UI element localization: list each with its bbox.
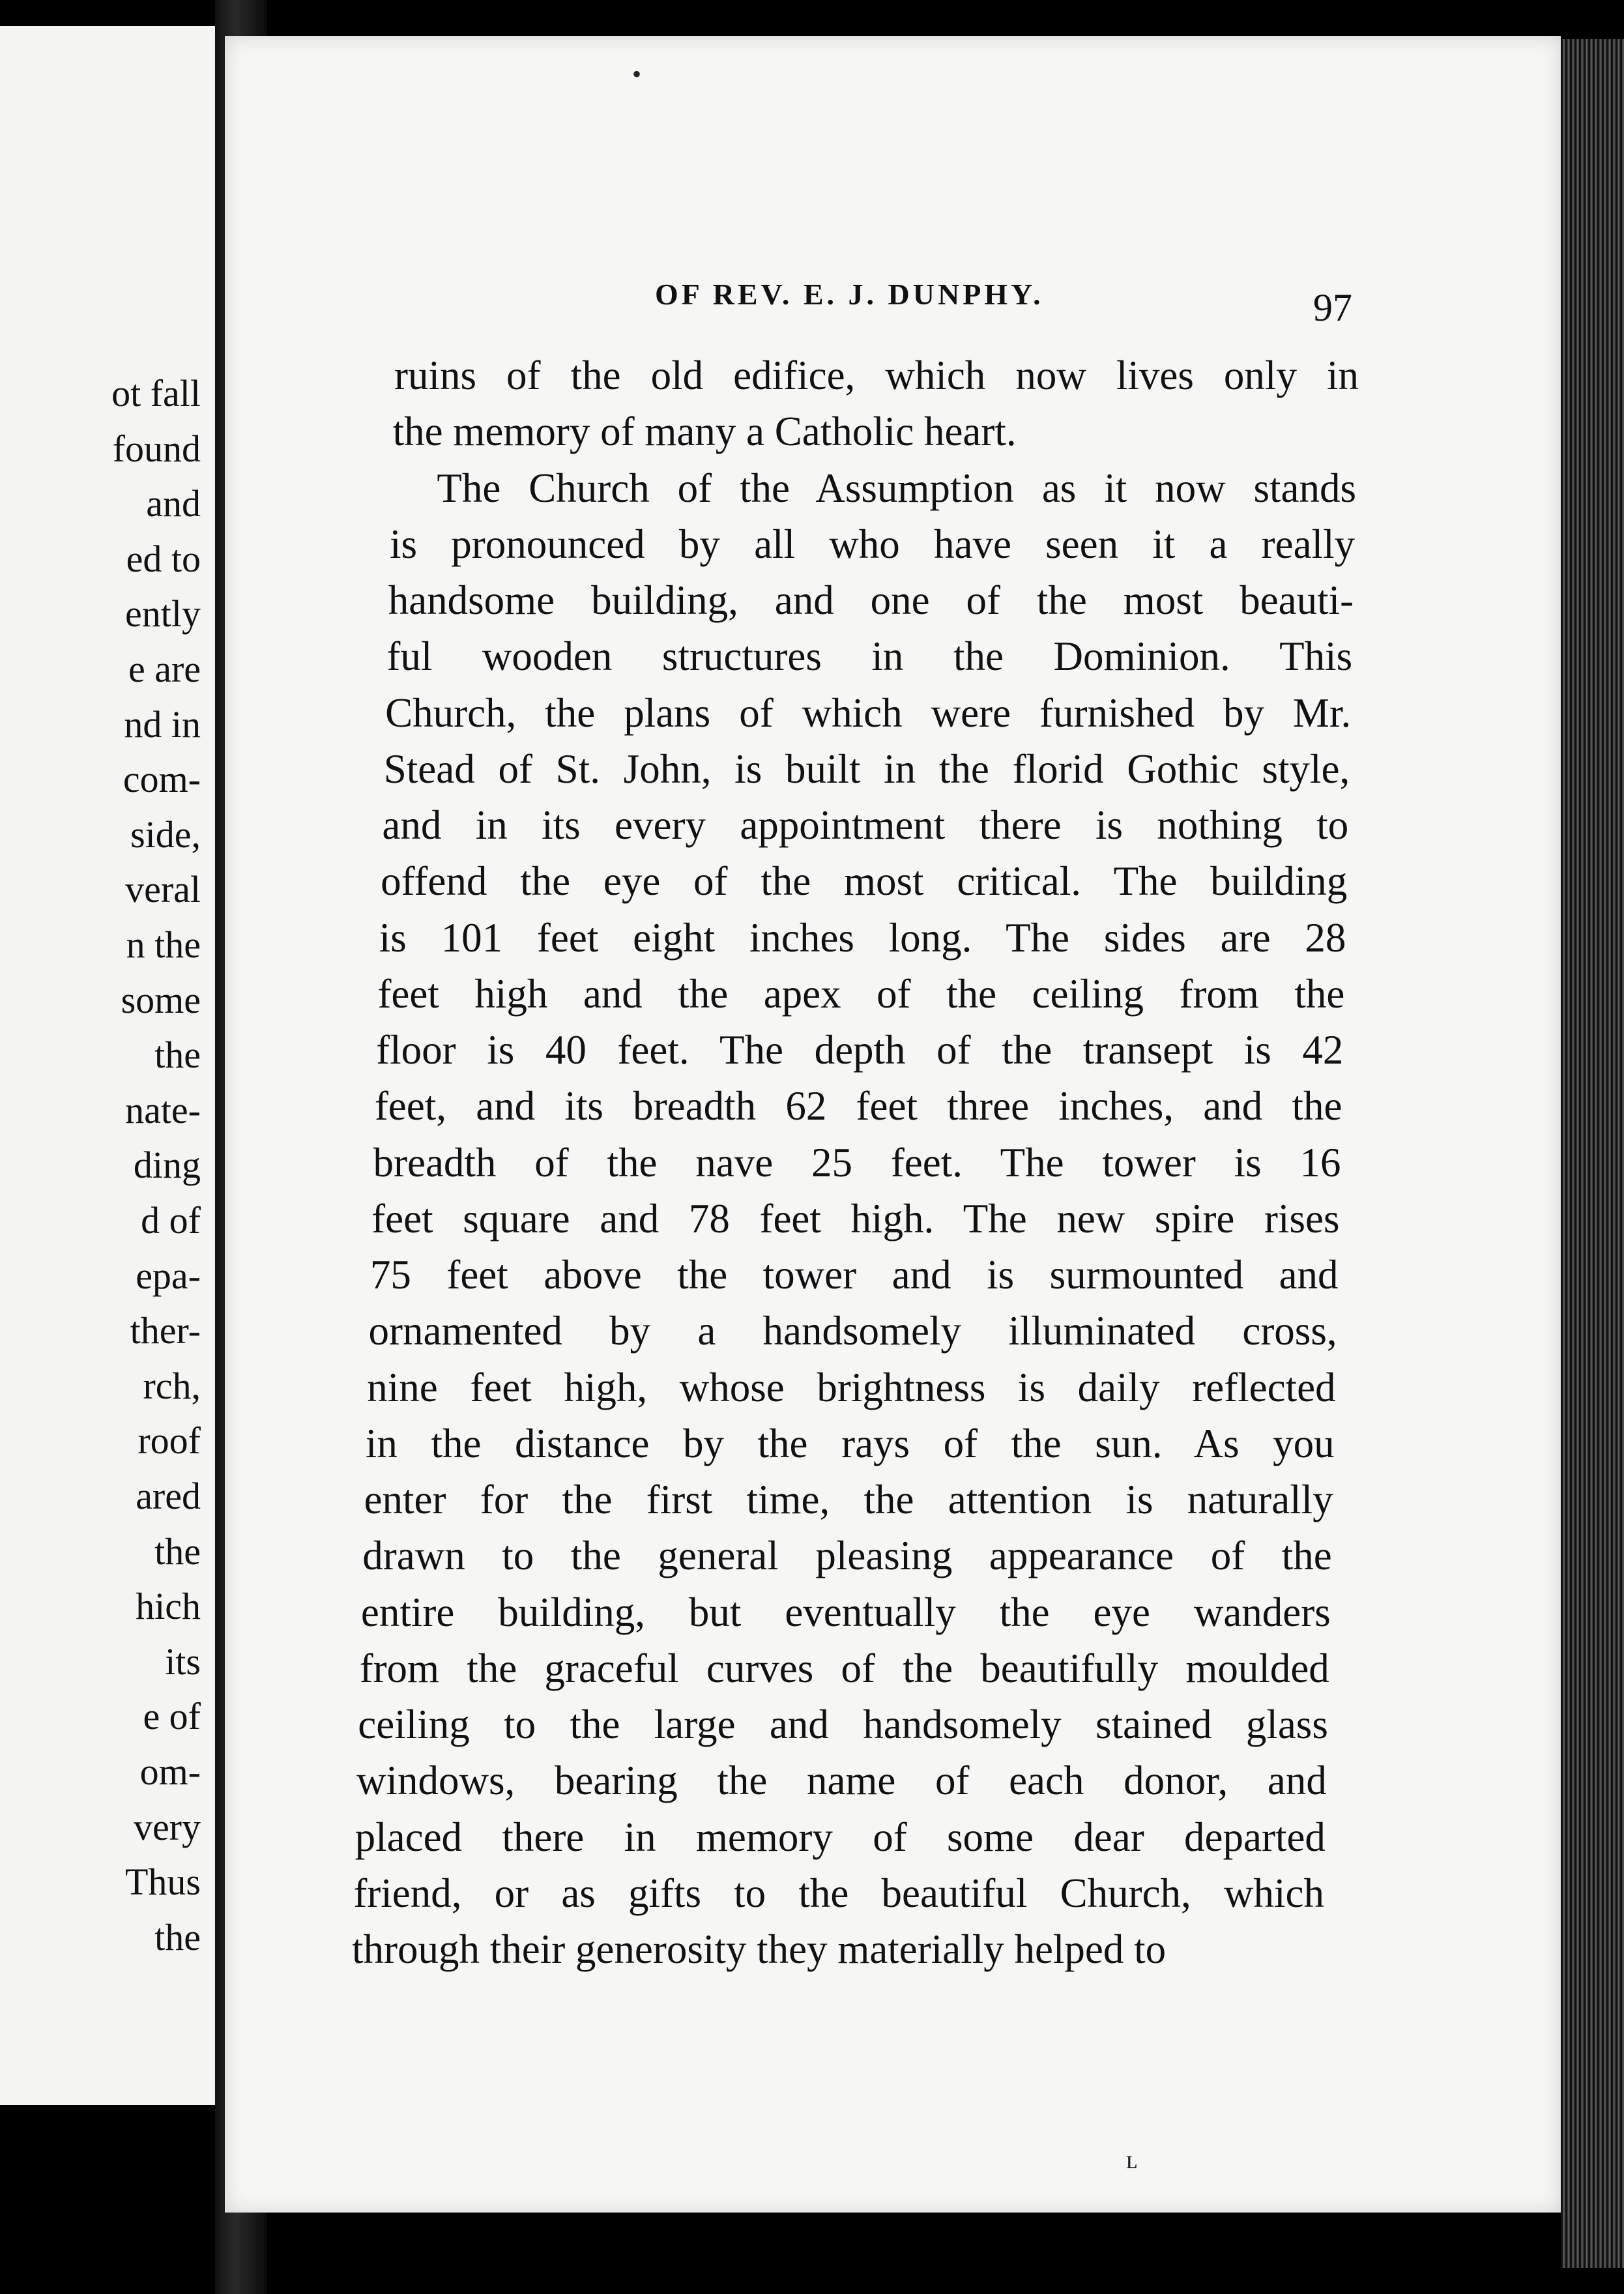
page-edges	[1561, 39, 1624, 2268]
previous-page-line: found	[112, 427, 201, 470]
text-line: The Church of the Assumption as it now stands	[437, 465, 1357, 511]
text-line: is pronounced by all who have seen it a really	[390, 521, 1356, 567]
previous-page-line: ared	[136, 1475, 201, 1517]
text-line: offend the eye of the most critical. The building	[381, 858, 1348, 905]
text-line: feet high and the apex of the ceiling from the	[377, 970, 1345, 1017]
previous-page-line: ther-	[130, 1309, 201, 1352]
previous-page-line: its	[165, 1640, 201, 1683]
previous-page-line: some	[121, 978, 201, 1021]
text-line: drawn to the general pleasing appearance of the	[362, 1533, 1332, 1579]
previous-page-line: nate-	[125, 1088, 201, 1131]
previous-page	[0, 26, 218, 2105]
previous-page-line: ently	[125, 592, 201, 635]
text-line: from the graceful curves of the beautifully moulded	[359, 1645, 1329, 1691]
speck-mark: •	[632, 59, 642, 89]
text-line: in the distance by the rays of the sun. As you	[365, 1420, 1335, 1466]
text-line: breadth of the nave 25 feet. The tower is 16	[373, 1139, 1341, 1185]
text-line: floor is 40 feet. The depth of the transept is 42	[376, 1027, 1344, 1073]
text-line: ruins of the old edifice, which now lives only in	[394, 353, 1359, 398]
previous-page-line: ot fall	[111, 372, 201, 414]
previous-page-line: ding	[133, 1144, 201, 1187]
previous-page-line: very	[133, 1805, 201, 1848]
previous-page-line: d of	[141, 1199, 201, 1241]
text-line: feet, and its breadth 62 feet three inches, and the	[374, 1083, 1342, 1129]
previous-page-line: roof	[138, 1419, 201, 1462]
previous-page-line: e are	[128, 648, 201, 690]
text-line: the memory of many a Catholic heart.	[392, 409, 1017, 455]
previous-page-line: veral	[125, 868, 201, 911]
running-head: OF REV. E. J. DUNPHY.	[655, 278, 1044, 311]
text-line: entire building, but eventually the eye wanders	[360, 1589, 1331, 1635]
previous-page-line: rch,	[143, 1364, 201, 1407]
text-line: placed there in memory of some dear departed	[355, 1814, 1326, 1860]
previous-page-line: com-	[123, 758, 201, 801]
previous-page-line: ed to	[126, 537, 201, 580]
text-line: Stead of St. John, is built in the florid Gothic style,	[383, 746, 1350, 792]
text-line: handsome building, and one of the most beauti-	[388, 577, 1354, 623]
previous-page-line: the	[154, 1034, 201, 1077]
text-line: friend, or as gifts to the beautiful Church, which	[353, 1870, 1324, 1916]
previous-page-line: om-	[139, 1750, 201, 1793]
text-line: ornamented by a handsomely illuminated cross,	[368, 1308, 1337, 1354]
text-line: is 101 feet eight inches long. The sides are 28	[379, 914, 1346, 961]
previous-page-line: hich	[136, 1585, 201, 1628]
previous-page-line: the	[154, 1530, 201, 1573]
text-line: nine feet high, whose brightness is daily reflected	[367, 1364, 1336, 1410]
text-line: ful wooden structures in the Dominion. This	[386, 633, 1353, 680]
previous-page-line: epa-	[136, 1254, 201, 1297]
text-line: and in its every appointment there is nothing to	[382, 802, 1349, 848]
stray-mark: ʟ	[1126, 2145, 1138, 2174]
page-number: 97	[1313, 286, 1352, 329]
previous-page-line: and	[146, 482, 201, 525]
previous-page-line: side,	[130, 813, 201, 856]
text-line: Church, the plans of which were furnished by Mr.	[385, 690, 1352, 736]
text-line: ceiling to the large and handsomely stained glass	[358, 1702, 1328, 1747]
text-line: 75 feet above the tower and is surmounted and	[370, 1252, 1339, 1298]
text-line: enter for the first time, the attention is naturally	[364, 1477, 1333, 1522]
previous-page-line: n the	[126, 923, 201, 966]
text-line: windows, bearing the name of each donor, and	[356, 1758, 1327, 1804]
previous-page-line: the	[154, 1915, 201, 1958]
previous-page-line: nd in	[124, 703, 201, 746]
previous-page-line: e of	[143, 1695, 201, 1738]
text-line: through their generosity they materially helped to	[352, 1926, 1167, 1972]
text-line: feet square and 78 feet high. The new spire rises	[371, 1195, 1340, 1241]
previous-page-line: Thus	[125, 1861, 201, 1904]
